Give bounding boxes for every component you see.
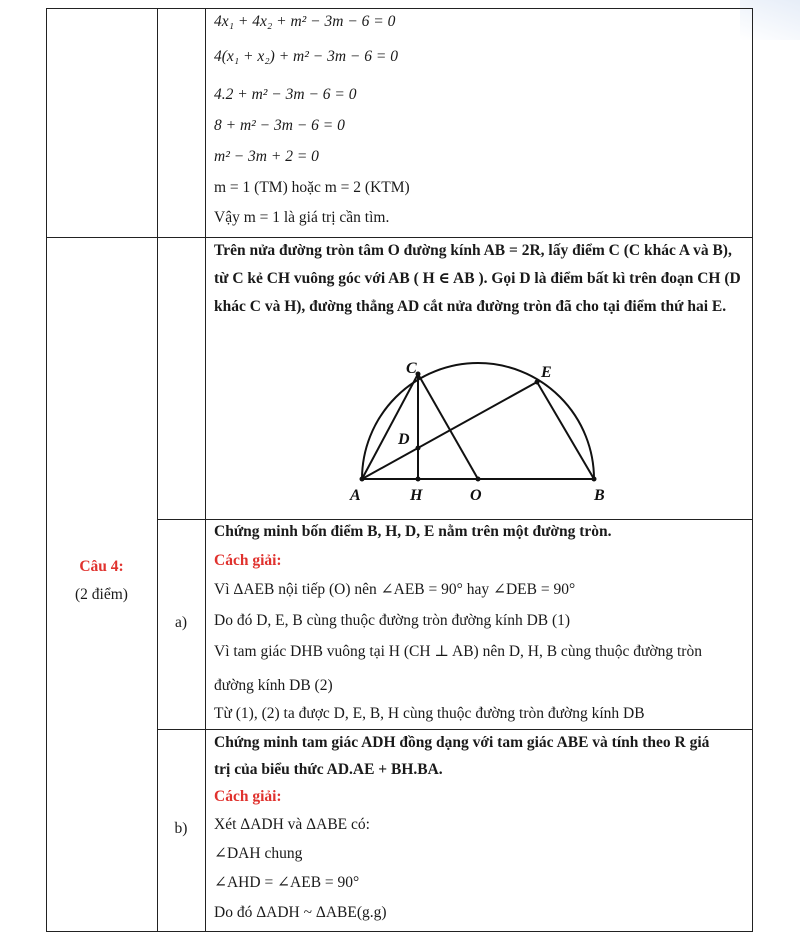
part-b-method: Cách giải: <box>214 788 282 805</box>
label-H: H <box>410 487 423 504</box>
part-a-title: Chứng minh bốn điểm B, H, D, E nằm trên một đường tròn. <box>214 523 612 540</box>
equation-line-4: 8 + m² − 3m − 6 = 0 <box>214 117 345 134</box>
row-divider-part-b <box>157 729 753 730</box>
semicircle-diagram <box>340 355 620 515</box>
part-a-method: Cách giải: <box>214 552 282 569</box>
label-A: A <box>350 487 361 504</box>
table-divider-col1 <box>157 8 158 932</box>
table-border-bottom <box>46 931 753 932</box>
part-b-title-line-1: Chứng minh tam giác ADH đồng dạng với tam giác ABE và tính theo R giá <box>214 734 710 751</box>
row-divider-part-a <box>157 519 753 520</box>
table-border-top <box>46 8 753 9</box>
equation-line-3: 4.2 + m² − 3m − 6 = 0 <box>214 86 357 103</box>
part-b-label: b) <box>174 820 188 837</box>
corner-shadow <box>740 0 800 40</box>
part-a-label: a) <box>174 614 188 631</box>
question-points: (2 điểm) <box>75 586 128 603</box>
table-border-right <box>752 8 753 932</box>
table-divider-col2 <box>205 8 206 932</box>
equation-line-2: 4(x₁ + x₂) + m² − 3m − 6 = 0 <box>214 48 398 65</box>
part-b-line-3: ∠AHD = ∠AEB = 90° <box>214 874 360 891</box>
label-C: C <box>406 360 417 377</box>
label-E: E <box>541 364 552 381</box>
equation-line-6: m = 1 (TM) hoặc m = 2 (KTM) <box>214 179 410 196</box>
label-O: O <box>470 487 482 504</box>
part-a-line-4: đường kính DB (2) <box>214 677 333 694</box>
part-b-line-2: ∠DAH chung <box>214 845 303 862</box>
part-b-line-1: Xét ΔADH và ΔABE có: <box>214 816 370 833</box>
equation-line-5: m² − 3m + 2 = 0 <box>214 148 319 165</box>
question-statement: Trên nửa đường tròn tâm O đường kính AB = 2R, lấy điểm C (C khác A và B), từ C kẻ CH vuông góc với AB ( H ∈ AB ). Gọi D là điểm bất kì trên đoạn CH (D khác C và H), đường thẳng AD cắt nửa đường tròn đã cho tại điểm thứ hai E. <box>214 242 741 315</box>
equation-line-1: 4x₁ + 4x₂ + m² − 3m − 6 = 0 <box>214 13 396 30</box>
part-a-line-2: Do đó D, E, B cùng thuộc đường tròn đường kính DB (1) <box>214 612 571 629</box>
table-border-left <box>46 8 47 932</box>
part-a-line-1: Vì ΔAEB nội tiếp (O) nên ∠AEB = 90° hay ∠DEB = 90° <box>214 581 576 598</box>
part-a-line-5: Từ (1), (2) ta được D, E, B, H cùng thuộc đường tròn đường kính DB <box>214 705 645 722</box>
question-label: Câu 4: <box>79 558 124 575</box>
conclusion-line: Vậy m = 1 là giá trị cần tìm. <box>214 209 390 226</box>
part-a-line-3: Vì tam giác DHB vuông tại H (CH ⊥ AB) nên D, H, B cùng thuộc đường tròn <box>214 643 702 660</box>
label-B: B <box>594 487 605 504</box>
label-D: D <box>398 431 410 448</box>
part-b-line-4: Do đó ΔADH ~ ΔABE(g.g) <box>214 904 387 921</box>
geometry-figure <box>340 355 620 515</box>
part-b-title-line-2: trị của biểu thức AD.AE + BH.BA. <box>214 761 443 778</box>
